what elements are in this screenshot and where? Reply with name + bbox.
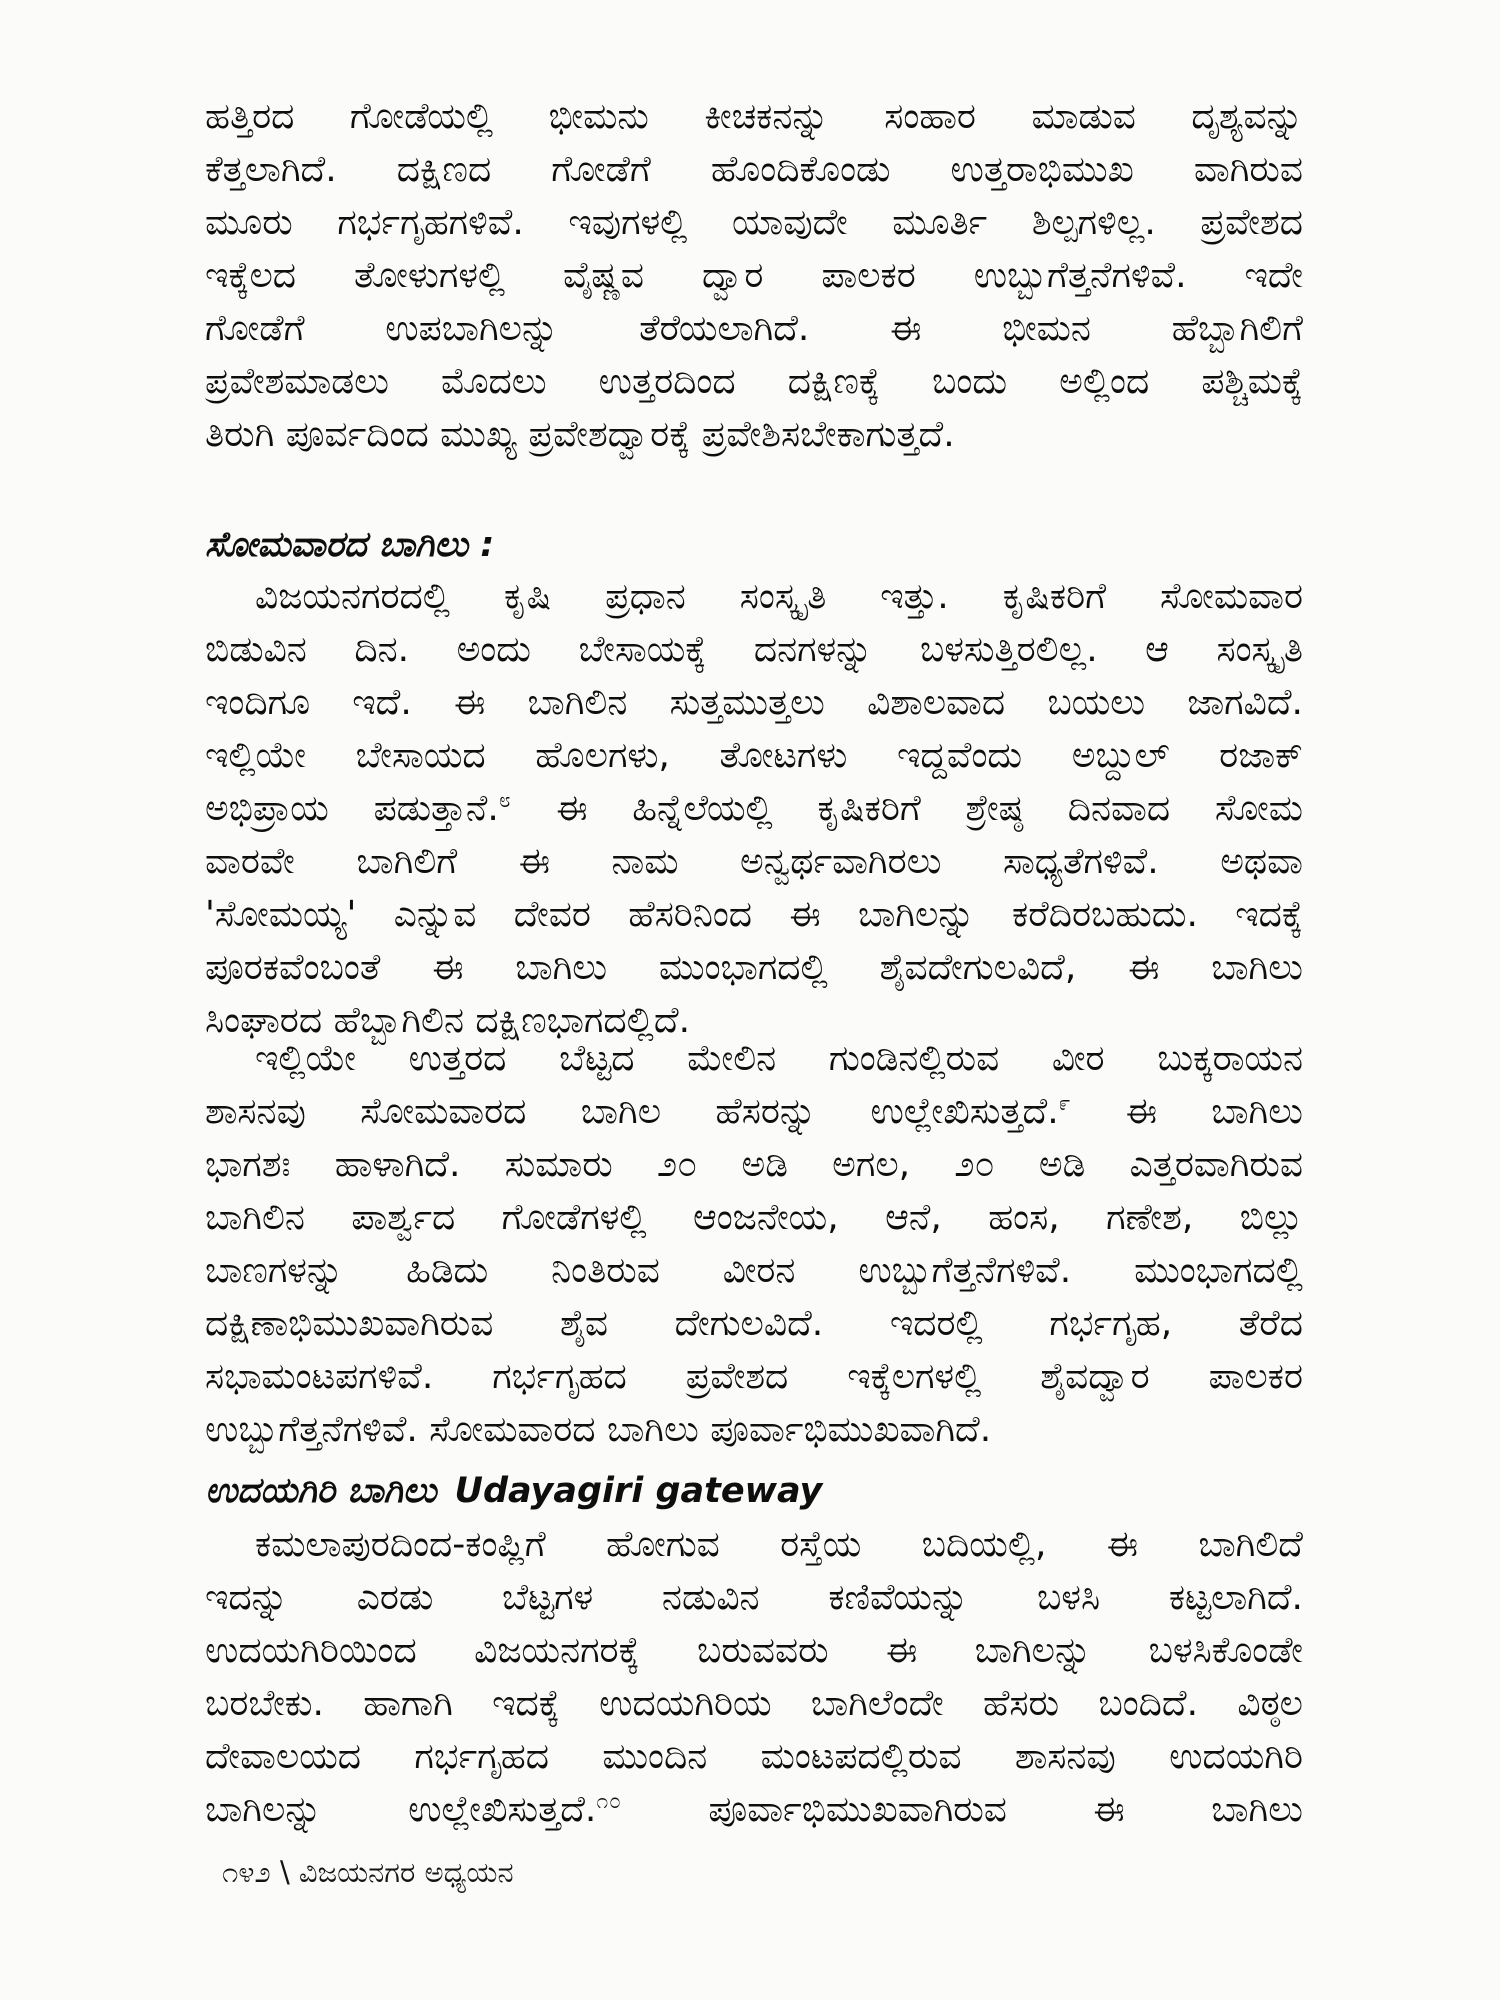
text-line <box>205 1085 1303 1138</box>
text-line: ಗೋಡೆಗೆ ಉಪಬಾಗಿಲನ್ನು ತೆರೆಯಲಾಗಿದೆ. ಈ ಭೀಮನ ಹೆಬ್ಬಾಗಿಲಿಗೆ <box>205 308 1303 349</box>
heading-english-text: Udayagiri gateway <box>454 1471 823 1511</box>
heading-kannada-text: ಉದಯಗಿರಿ ಬಾಗಿಲು <box>205 1471 437 1511</box>
text-line <box>205 782 1303 835</box>
text-line: ಬರಬೇಕು. ಹಾಗಾಗಿ ಇದಕ್ಕೆ ಉದಯಗಿರಿಯ ಬಾಗಿಲೆಂದೇ ಹೆಸರು ಬಂದಿದೆ. ವಿಠ್ಠಲ <box>205 1683 1303 1724</box>
text-line: 'ಸೋಮಯ್ಯ' ಎನ್ನುವ ದೇವರ ಹೆಸರಿನಿಂದ ಈ ಬಾಗಿಲನ್ನು ಕರೆದಿರಬಹುದು. ಇದಕ್ಕೆ <box>205 894 1303 935</box>
text-line: ಭಾಗಶಃ ಹಾಳಾಗಿದೆ. ಸುಮಾರು ೨೦ ಅಡಿ ಅಗಲ, ೨೦ ಅಡಿ ಎತ್ತರವಾಗಿರುವ <box>205 1144 1303 1185</box>
text-line: ಪೂರಕವೆಂಬಂತೆ ಈ ಬಾಗಿಲು ಮುಂಭಾಗದಲ್ಲಿ ಶೈವದೇಗುಲವಿದೆ, ಈ ಬಾಗಿಲು <box>205 947 1303 988</box>
text-line: ವಿಜಯನಗರದಲ್ಲಿ ಕೃಷಿ ಪ್ರಧಾನ ಸಂಸ್ಕೃತಿ ಇತ್ತು. ಕೃಷಿಕರಿಗೆ ಸೋಮವಾರ <box>255 576 1303 617</box>
text-segment: ಶಾಸನವು ಸೋಮವಾರದ ಬಾಗಿಲ ಹೆಸರನ್ನು ಉಲ್ಲೇಖಿಸುತ್ತದೆ. <box>205 1091 1059 1132</box>
footnote-marker-9: ೯ <box>1058 1091 1072 1115</box>
text-line: ಇದನ್ನು ಎರಡು ಬೆಟ್ಟಗಳ ನಡುವಿನ ಕಣಿವೆಯನ್ನು ಬಳಸಿ ಕಟ್ಟಲಾಗಿದೆ. <box>205 1577 1303 1618</box>
text-segment: ಪೂರ್ವಾಭಿಮುಖವಾಗಿರುವ ಈ ಬಾಗಿಲು <box>621 1789 1303 1830</box>
text-segment: ಬಾಗಿಲನ್ನು ಉಲ್ಲೇಖಿಸುತ್ತದೆ. <box>205 1789 597 1830</box>
text-line: ಬಾಣಗಳನ್ನು ಹಿಡಿದು ನಿಂತಿರುವ ವೀರನ ಉಬ್ಬುಗೆತ್ತನೆಗಳಿವೆ. ಮುಂಭಾಗದಲ್ಲಿ <box>205 1250 1303 1291</box>
text-line: ಬಾಗಿಲಿನ ಪಾರ್ಶ್ವದ ಗೋಡೆಗಳಲ್ಲಿ ಆಂಜನೇಯ, ಆನೆ, ಹಂಸ, ಗಣೇಶ, ಬಿಲ್ಲು <box>205 1197 1303 1238</box>
footnote-marker-8: ೮ <box>498 788 512 812</box>
text-segment: ಈ ಹಿನ್ನೆಲೆಯಲ್ಲಿ ಕೃಷಿಕರಿಗೆ ಶ್ರೇಷ್ಠ ದಿನವಾದ ಸೋಮ <box>511 788 1303 829</box>
text-line: ಸಭಾಮಂಟಪಗಳಿವೆ. ಗರ್ಭಗೃಹದ ಪ್ರವೇಶದ ಇಕ್ಕೆಲಗಳಲ್ಲಿ ಶೈವದ್ವಾರ ಪಾಲಕರ <box>205 1356 1303 1397</box>
text-line: ಇಂದಿಗೂ ಇದೆ. ಈ ಬಾಗಿಲಿನ ಸುತ್ತಮುತ್ತಲು ವಿಶಾಲವಾದ ಬಯಲು ಜಾಗವಿದೆ. <box>205 682 1303 723</box>
text-line: ಇಲ್ಲಿಯೇ ಬೇಸಾಯದ ಹೊಲಗಳು, ತೋಟಗಳು ಇದ್ದವೆಂದು ಅಬ್ದುಲ್ ರಜಾಕ್ <box>205 735 1303 776</box>
text-line: ತಿರುಗಿ ಪೂರ್ವದಿಂದ ಮುಖ್ಯ ಪ್ರವೇಶದ್ವಾರಕ್ಕೆ ಪ್ರವೇಶಿಸಬೇಕಾಗುತ್ತದೆ. <box>205 414 955 455</box>
text-line: ಉದಯಗಿರಿಯಿಂದ ವಿಜಯನಗರಕ್ಕೆ ಬರುವವರು ಈ ಬಾಗಿಲನ್ನು ಬಳಸಿಕೊಂಡೇ <box>205 1630 1303 1671</box>
text-line: ಪ್ರವೇಶಮಾಡಲು ಮೊದಲು ಉತ್ತರದಿಂದ ದಕ್ಷಿಣಕ್ಕೆ ಬಂದು ಅಲ್ಲಿಂದ ಪಶ್ಚಿಮಕ್ಕೆ <box>205 361 1303 402</box>
footnote-marker-10: ೧೦ <box>596 1789 622 1813</box>
section-heading-somavarada-bagilu: ಸೋಮವಾರದ ಬಾಗಿಲು : <box>205 525 495 565</box>
text-line: ದಕ್ಷಿಣಾಭಿಮುಖವಾಗಿರುವ ಶೈವ ದೇಗುಲವಿದೆ. ಇದರಲ್ಲಿ ಗರ್ಭಗೃಹ, ತೆರೆದ <box>205 1303 1303 1344</box>
paragraph-somavarada-bagilu-2 <box>205 1032 1303 1456</box>
section-heading-udayagiri-gateway <box>205 1466 1303 1516</box>
text-line: ಮೂರು ಗರ್ಭಗೃಹಗಳಿವೆ. ಇವುಗಳಲ್ಲಿ ಯಾವುದೇ ಮೂರ್ತಿ ಶಿಲ್ಪಗಳಿಲ್ಲ. ಪ್ರವೇಶದ <box>205 202 1303 243</box>
text-line: ಕೆತ್ತಲಾಗಿದೆ. ದಕ್ಷಿಣದ ಗೋಡೆಗೆ ಹೊಂದಿಕೊಂಡು ಉತ್ತರಾಭಿಮುಖ ವಾಗಿರುವ <box>205 149 1303 190</box>
paragraph-udayagiri-gateway <box>205 1518 1303 1836</box>
text-line: ಇಲ್ಲಿಯೇ ಉತ್ತರದ ಬೆಟ್ಟದ ಮೇಲಿನ ಗುಂಡಿನಲ್ಲಿರುವ ವೀರ ಬುಕ್ಕರಾಯನ <box>255 1038 1303 1079</box>
text-line <box>205 1783 1303 1836</box>
text-line: ಸಿಂಘಾರದ ಹೆಬ್ಬಾಗಿಲಿನ ದಕ್ಷಿಣಭಾಗದಲ್ಲಿದೆ. <box>205 1000 691 1041</box>
text-line: ದೇವಾಲಯದ ಗರ್ಭಗೃಹದ ಮುಂದಿನ ಮಂಟಪದಲ್ಲಿರುವ ಶಾಸನವು ಉದಯಗಿರಿ <box>205 1736 1303 1777</box>
text-line: ವಾರವೇ ಬಾಗಿಲಿಗೆ ಈ ನಾಮ ಅನ್ವರ್ಥವಾಗಿರಲು ಸಾಧ್ಯತೆಗಳಿವೆ. ಅಥವಾ <box>205 841 1303 882</box>
text-line: ಹತ್ತಿರದ ಗೋಡೆಯಲ್ಲಿ ಭೀಮನು ಕೀಚಕನನ್ನು ಸಂಹಾರ ಮಾಡುವ ದೃಶ್ಯವನ್ನು <box>205 96 1303 137</box>
paragraph-somavarada-bagilu-1 <box>205 570 1303 1047</box>
text-segment: ಅಭಿಪ್ರಾಯ ಪಡುತ್ತಾನೆ. <box>205 788 499 829</box>
page-footer: ೧೪೨ \ ವಿಜಯನಗರ ಅಧ್ಯಯನ <box>222 1855 514 1889</box>
text-segment: ಈ ಬಾಗಿಲು <box>1071 1091 1303 1132</box>
text-line: ಬಿಡುವಿನ ದಿನ. ಅಂದು ಬೇಸಾಯಕ್ಕೆ ದನಗಳನ್ನು ಬಳಸುತ್ತಿರಲಿಲ್ಲ. ಆ ಸಂಸ್ಕೃತಿ <box>205 629 1303 670</box>
text-line: ಕಮಲಾಪುರದಿಂದ-ಕಂಪ್ಲಿಗೆ ಹೋಗುವ ರಸ್ತೆಯ ಬದಿಯಲ್ಲಿ, ಈ ಬಾಗಿಲಿದೆ <box>255 1524 1303 1565</box>
text-line: ಇಕ್ಕೆಲದ ತೋಳುಗಳಲ್ಲಿ ವೈಷ್ಣವ ದ್ವಾರ ಪಾಲಕರ ಉಬ್ಬುಗೆತ್ತನೆಗಳಿವೆ. ಇದೇ <box>205 255 1303 296</box>
paragraph-bhima-gate <box>205 90 1303 461</box>
text-line: ಉಬ್ಬುಗೆತ್ತನೆಗಳಿವೆ. ಸೋಮವಾರದ ಬಾಗಿಲು ಪೂರ್ವಾಭಿಮುಖವಾಗಿದೆ. <box>205 1409 992 1450</box>
